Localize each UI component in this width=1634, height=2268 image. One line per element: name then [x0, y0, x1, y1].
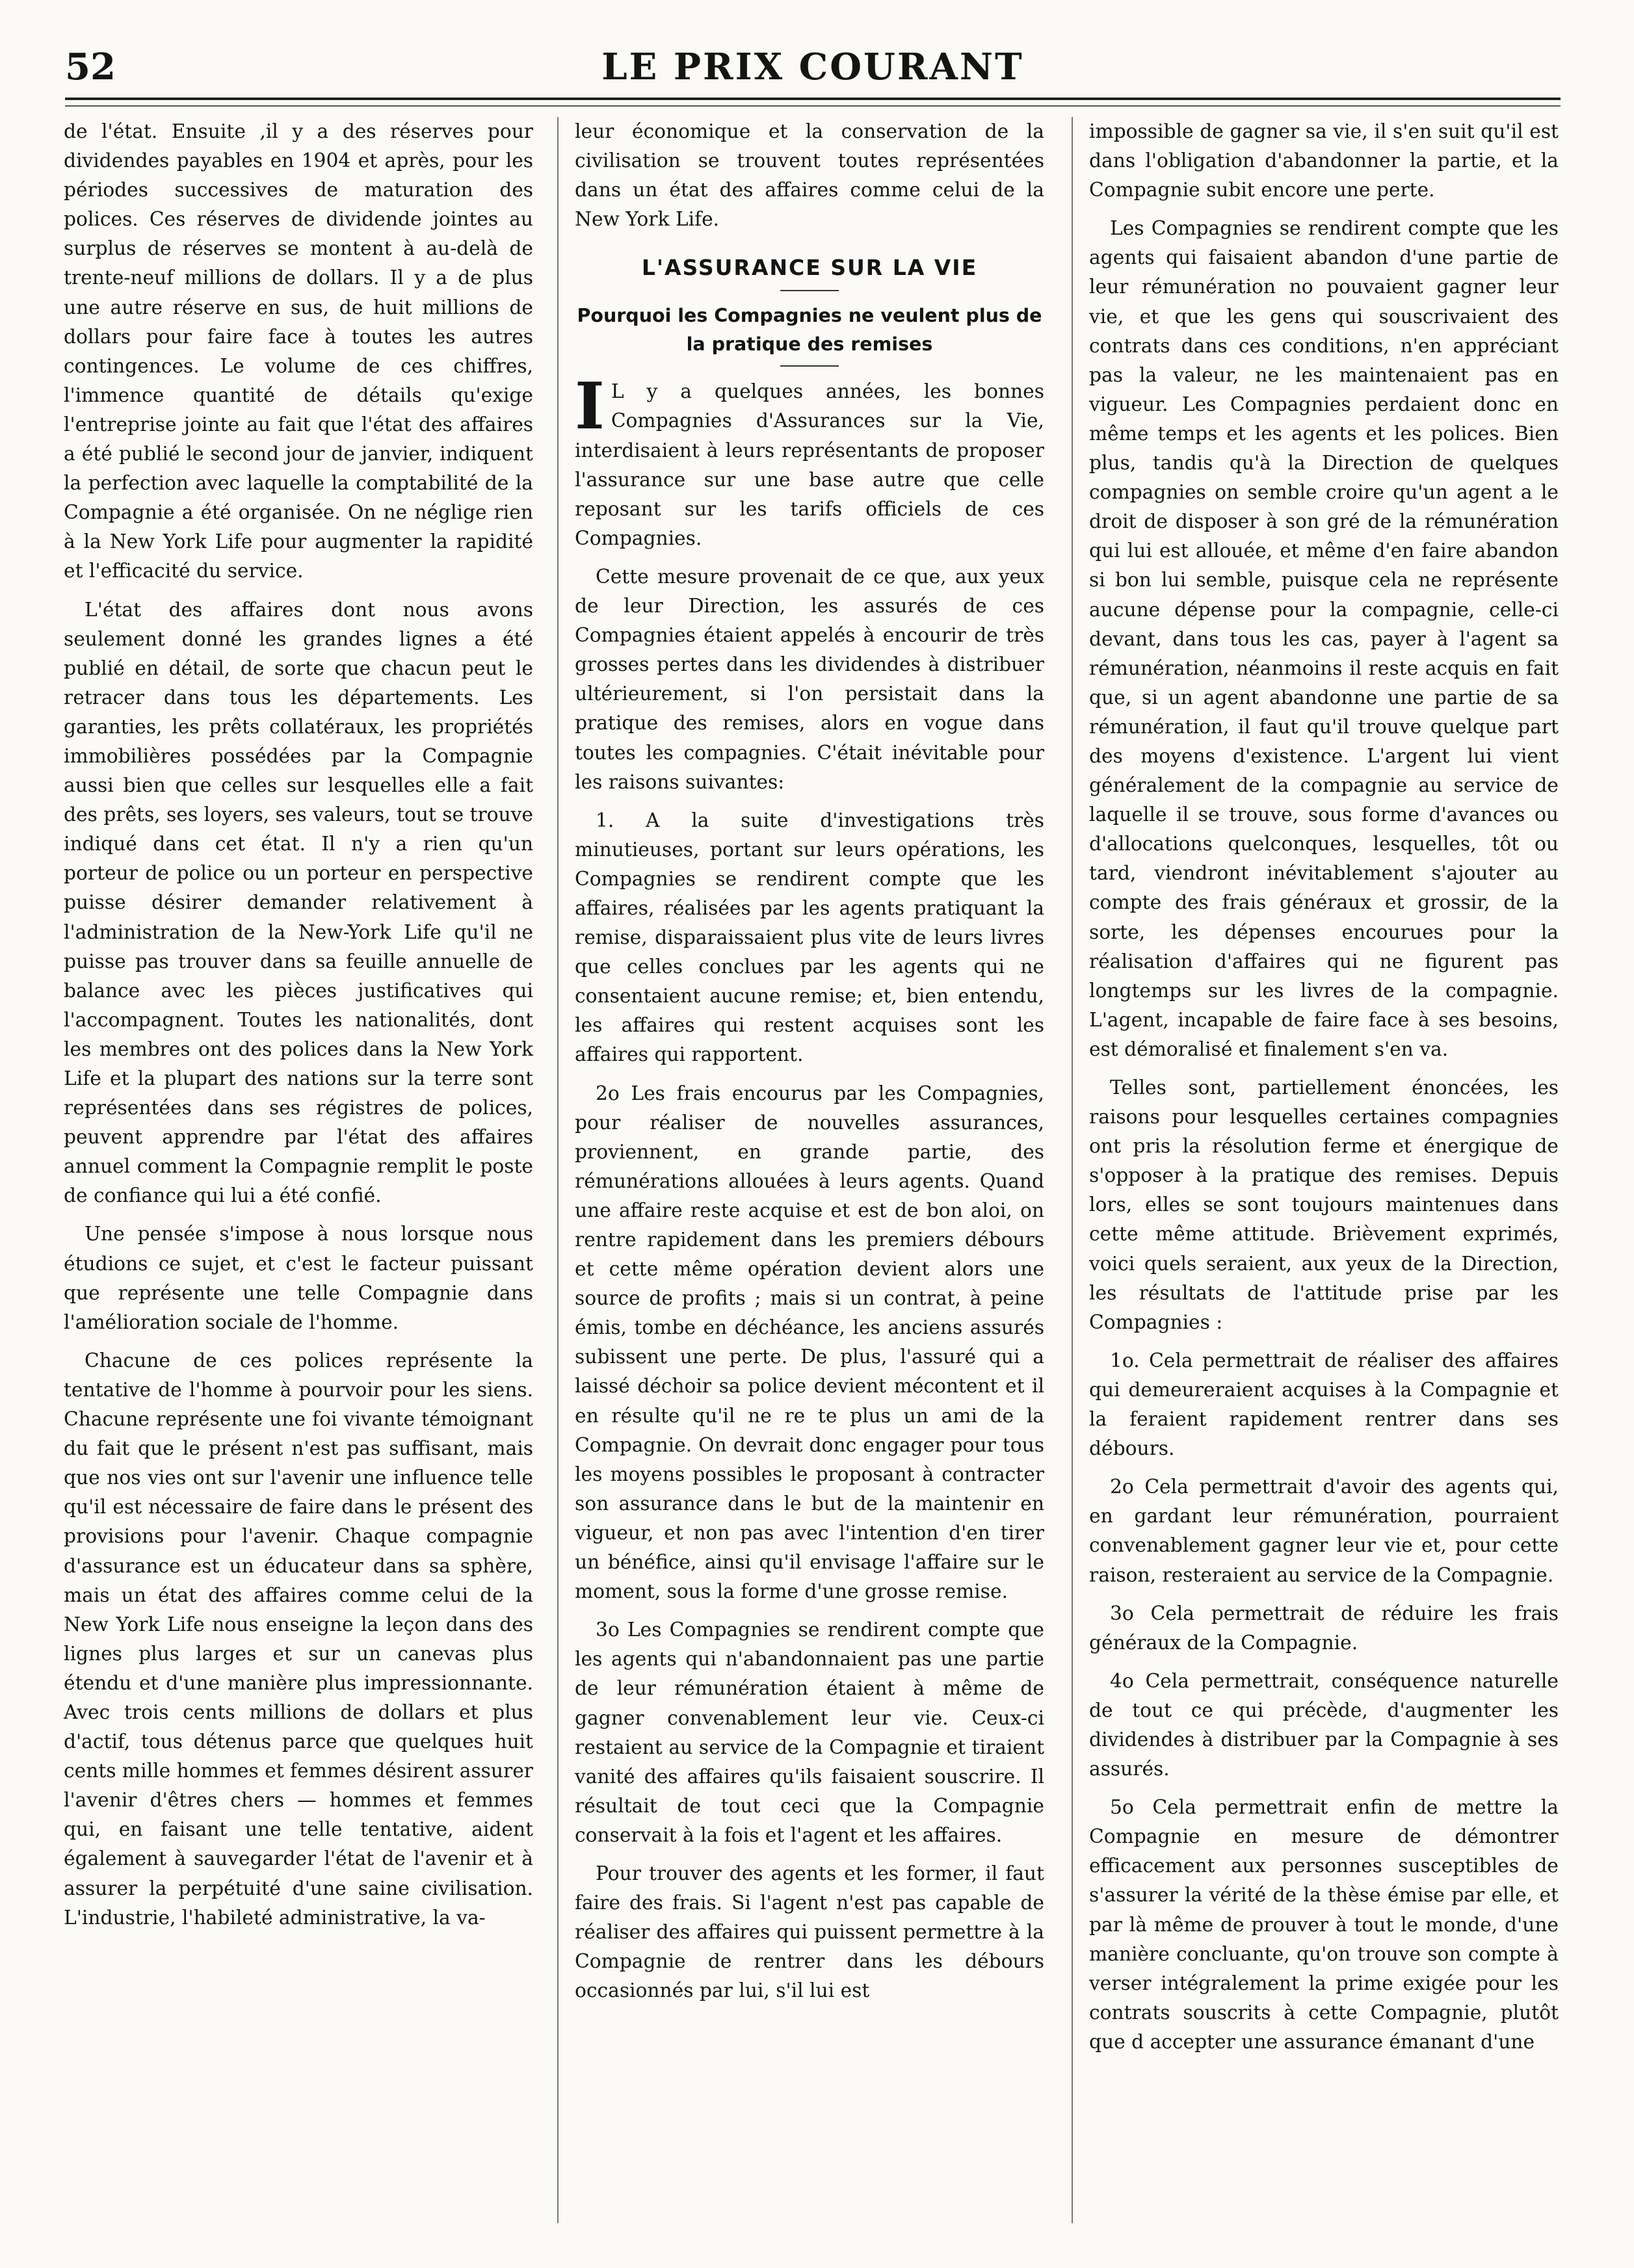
header-rule-thin	[65, 105, 1561, 107]
title-rule	[780, 290, 839, 291]
paragraph: 3o Cela permettrait de réduire les frais généraux de la Compagnie.	[1089, 1602, 1559, 1654]
drop-cap: I	[575, 369, 605, 445]
paragraph: L'état des affaires dont nous avons seulement donné les grandes lignes a été publié en détail, de sorte que chacun peut le retracer dans tous les départements. Les garanties, les prêts collatéraux, les propriétés immobilières possédées par la Compagnie aussi bien que celles sur lesquelles elle a fait des prêts, ses loyers, ses valeurs, tout se trouve indiqué dans cet état. Il n'y a rien qu'un porteur de police ou un porteur en perspective puisse désirer demander relativement à l'administration de la New-York Life qu'il ne puisse pas trouver dans sa feuille annuelle de balance avec les pièces justificatives qui l'accompagnent. Toutes les nationalités, dont les membres ont des polices dans la New York Life et la plupart des nations sur la terre sont représentées dans ses régistres de polices, peuvent apprendre par l'état des affaires annuel comment la Compagnie remplit le poste de confiance qui lui a été confié.	[64, 598, 533, 1208]
journal-title: LE PRIX COURANT	[601, 46, 1024, 88]
header-rule-thick	[65, 98, 1561, 100]
paragraph: Telles sont, partiellement énoncées, les raisons pour lesquelles certaines compagnies ont pris la résolution ferme et énergique de s'opposer à la pratique des remises. Depuis lors, elles se sont toujours maintenues dans cette même attitude. Brièvement exprimés, voici quels seraient, aux yeux de la Direction, les résultats de l'attitude prise par les Compagnies :	[1089, 1076, 1559, 1334]
paragraph: impossible de gagner sa vie, il s'en suit qu'il est dans l'obligation d'abandonner la partie, et la Compagnie subit encore une perte.	[1089, 120, 1559, 202]
lead-paragraph-text: L y a quelques années, les bonnes Compagnies d'Assurances sur la Vie, interdisaient à leurs représentants de proposer l'assurance sur une base autre que celle reposant sur les tarifs officiels de ces Compagnies.	[575, 380, 1044, 550]
paragraph: leur économique et la conservation de la civilisation se trouvent toutes représentées dans un état des affaires comme celui de la New York Life.	[575, 120, 1044, 231]
column-right	[1089, 117, 1559, 2066]
paragraph: 2o Cela permettrait d'avoir des agents qui, en gardant leur rémunération, pourraient convenablement gagner leur vie et, pour cette raison, resteraient au service de la Compagnie.	[1089, 1476, 1559, 1587]
paragraph: 4o Cela permettrait, conséquence naturelle de tout ce qui précède, d'augmenter les dividendes à distribuer par la Compagnie à ses assurés.	[1089, 1669, 1559, 1781]
paragraph: 1o. Cela permettrait de réaliser des affaires qui demeureraient acquises à la Compagnie et la feraient rapidement rentrer dans ses débours.	[1089, 1349, 1559, 1461]
page-header	[65, 40, 1561, 105]
subtitle-rule	[780, 365, 839, 367]
lead-paragraph	[575, 369, 1044, 553]
section-title: L'ASSURANCE SUR LA VIE	[641, 255, 978, 281]
paragraph: 2o Les frais encourus par les Compagnies, pour réaliser de nouvelles assurances, proviennent, en grande partie, des rémunérations allouées à leurs agents. Quand une affaire reste acquise et est de bon aloi, on rentre rapidement dans les premiers débours et cette même opération devient alors une source de profits ; mais si un contrat, à peine émis, tombe en déchéance, les anciens assurés subissent une perte. De plus, l'assuré qui a laissé déchoir sa police devient mécontent et il en résulte qu'il ne re te plus un ami de la Compagnie. On devrait donc engager pour tous les moyens possibles le proposant à contracter son assurance dans le but de la maintenir en vigueur, et non pas avec l'intention d'en tirer un bénéfice, ainsi qu'il envisage l'affaire sur le moment, sous la forme d'une grosse remise.	[575, 1082, 1044, 1604]
paragraph: Une pensée s'impose à nous lorsque nous étudions ce sujet, et c'est le facteur puissant que représente une telle Compagnie dans l'amélioration sociale de l'homme.	[64, 1223, 533, 1334]
paragraph: Les Compagnies se rendirent compte que les agents qui faisaient abandon d'une partie de leur rémunération no pouvaient gagner leur vie, et que les gens qui souscrivaient des contrats dans ces conditions, n'en appréciant pas la valeur, ne les maintenaient pas en vigueur. Les Compagnies perdaient donc en même temps et les agents et les polices. Bien plus, tandis qu'à la Direction de quelques compagnies on semble croire qu'un agent a le droit de disposer à son gré de la rémunération qui lui est allouée, et même d'en faire abandon si bon lui semble, puisque cela ne représente aucune dépense pour la compagnie, celle-ci devant, dans tous les cas, payer à l'agent sa rémunération, néanmoins il reste acquis en fait que, si un agent abandonne une partie de sa rémunération, il faut qu'il trouve quelque part des moyens d'existence. L'argent lui vient généralement de la compagnie au service de laquelle il se trouve, sous forme d'avances ou d'allocations quelconques, lesquelles, tôt ou tard, viendront inévitablement s'ajouter au compte des frais généraux et grossir, de la sorte, les dépenses encourues pour la réalisation d'affaires qui ne figurent pas longtemps sur les livres de la compagnie. L'agent, incapable de faire face à ses besoins, est démoralisé et finalement s'en va.	[1089, 217, 1559, 1061]
column-middle	[575, 117, 1044, 2014]
paragraph: 1. A la suite d'investigations très minutieuses, portant sur leurs opérations, les Compagnies se rendirent compte que les affaires, réalisées par les agents pratiquant la remise, disparaissaient plus vite de leurs livres que celles conclues par les agents qui ne consentaient aucune remise; et, bien entendu, les affaires qui restent acquises sont les affaires qui rapportent.	[575, 809, 1044, 1067]
column-divider-2	[1072, 117, 1073, 2223]
paragraph: 3o Les Compagnies se rendirent compte que les agents qui n'abandonnaient pas une partie de leur rémunération étaient à même de gagner convenablement leur vie. Ceux-ci restaient au service de la Compagnie et tiraient vanité des affaires qu'ils faisaient souscrire. Il résultait de tout ceci que la Compagnie conservait à la fois et l'agent et les affaires.	[575, 1619, 1044, 1847]
paragraph: Chacune de ces polices représente la tentative de l'homme à pourvoir pour les siens. Chacune représente une foi vivante témoignant du fait que le présent n'est pas suffisant, mais que nos vies ont sur l'avenir une influence telle qu'il est nécessaire de faire dans le présent des provisions pour l'avenir. Chaque compagnie d'assurance est un éducateur dans sa sphère, mais un état des affaires comme celui de la New York Life nous enseigne la leçon dans des lignes plus larges et sur un canevas plus étendu et d'une manière plus impressionnante. Avec trois cents millions de dollars et plus d'actif, tous détenus parce que quelques huit cents mille hommes et femmes désirent assurer l'avenir d'êtres chers — hommes et femmes qui, en faisant une telle tentative, aident également à sauvegarder l'état de l'avenir et à assurer la perpétuité d'une saine civilisation. L'industrie, l'habileté administrative, la va-	[64, 1349, 533, 1929]
section-subtitle: Pourquoi les Compagnies ne veulent plus de la pratique des remises	[577, 305, 1042, 356]
paragraph: Pour trouver des agents et les former, il faut faire des frais. Si l'agent n'est pas capable de réaliser des affaires qui puissent permettre à la Compagnie de rentrer dans les débours occasionnés par lui, s'il lui est	[575, 1862, 1044, 2003]
paragraph: 5o Cela permettrait enfin de mettre la Compagnie en mesure de démontrer efficacement aux personnes susceptibles de s'assurer la vérité de la thèse émise par elle, et par là même de prouver à tout le monde, d'une manière concluante, qu'on trouve son compte à verser intégralement la prime exigée pour les contrats souscrits à cette Compagnie, plutôt que d accepter une assurance émanant d'une	[1089, 1796, 1559, 2053]
page-number: 52	[65, 46, 116, 88]
paragraph: de l'état. Ensuite ,il y a des réserves pour dividendes payables en 1904 et après, pour les périodes successives de maturation des polices. Ces réserves de dividende jointes au surplus de réserves se montent à au-delà de trente-neuf millions de dollars. Il y a de plus une autre réserve en sus, de huit millions de dollars pour faire face à toutes les autres contingences. Le volume de ces chiffres, l'immence quantité de détails qu'exige l'entreprise jointe au fait que l'état des affaires a été publié le second jour de janvier, indiquent la perfection avec laquelle la comptabilité de la Compagnie a été organisée. On ne néglige rien à la New York Life pour augmenter la rapidité et l'efficacité du service.	[64, 120, 533, 583]
column-divider-1	[557, 117, 559, 2223]
column-left	[64, 117, 533, 1942]
paragraph: Cette mesure provenait de ce que, aux yeux de leur Direction, les assurés de ces Compagnies étaient appelés à encourir de très grosses pertes dans les dividendes à distribuer ultérieurement, si l'on persistait dans la pratique des remises, alors en vogue dans toutes les compagnies. C'était inévitable pour les raisons suivantes:	[575, 565, 1044, 794]
